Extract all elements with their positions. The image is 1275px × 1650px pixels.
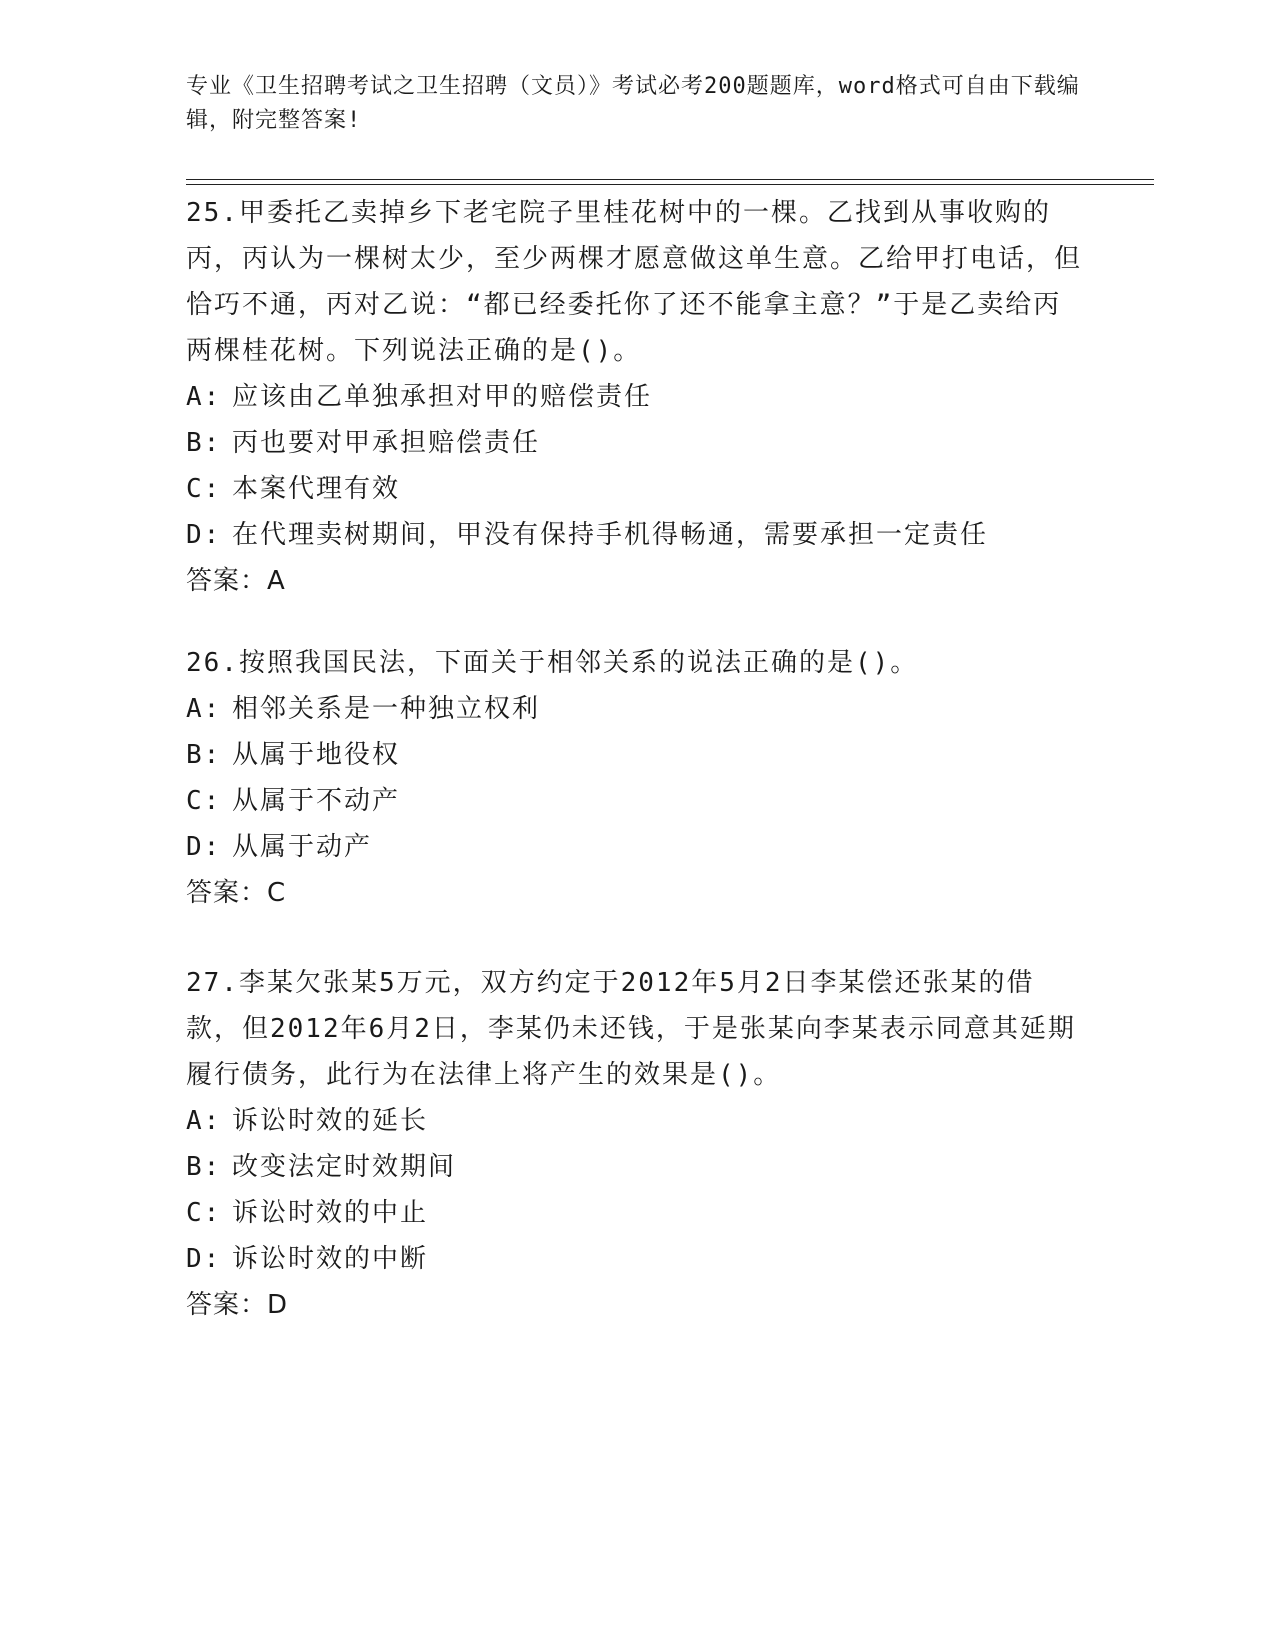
option-d bbox=[186, 824, 1086, 870]
option-c bbox=[186, 1190, 1086, 1236]
option-list bbox=[186, 374, 1086, 558]
option-text: 应该由乙单独承担对甲的赔偿责任 bbox=[232, 382, 653, 412]
header-rule-top bbox=[186, 179, 1154, 180]
option-text: 相邻关系是一种独立权利 bbox=[232, 694, 541, 724]
option-a bbox=[186, 686, 1086, 732]
option-a bbox=[186, 374, 1086, 420]
option-key: A: bbox=[186, 382, 222, 412]
question-stem: 26.按照我国民法，下面关于相邻关系的说法正确的是()。 bbox=[186, 648, 919, 678]
option-text: 丙也要对甲承担赔偿责任 bbox=[232, 428, 541, 458]
question-stem: 27.李某欠张某5万元，双方约定于2012年5月2日李某偿还张某的借款，但2012年6月2日，李某仍未还钱，于是张某向李某表示同意其延期履行债务，此行为在法律上将产生的效果是()。 bbox=[186, 968, 1076, 1090]
header-rule-bottom bbox=[186, 184, 1154, 185]
option-b bbox=[186, 732, 1086, 778]
option-c bbox=[186, 778, 1086, 824]
option-key: B: bbox=[186, 428, 222, 458]
option-key: B: bbox=[186, 1152, 222, 1182]
answer: 答案：A bbox=[186, 566, 286, 596]
option-c bbox=[186, 466, 1086, 512]
option-b bbox=[186, 1144, 1086, 1190]
option-text: 从属于地役权 bbox=[232, 740, 401, 770]
option-key: C: bbox=[186, 1198, 222, 1228]
option-b bbox=[186, 420, 1086, 466]
option-text: 诉讼时效的延长 bbox=[232, 1106, 429, 1136]
question-25 bbox=[186, 190, 1086, 604]
option-key: C: bbox=[186, 786, 222, 816]
page-header: 专业《卫生招聘考试之卫生招聘（文员）》考试必考200题题库，word格式可自由下载编辑，附完整答案! bbox=[186, 74, 1080, 133]
option-list bbox=[186, 686, 1086, 870]
option-text: 本案代理有效 bbox=[232, 474, 401, 504]
option-text: 从属于动产 bbox=[232, 832, 373, 862]
option-text: 诉讼时效的中止 bbox=[232, 1198, 429, 1228]
option-key: A: bbox=[186, 1106, 222, 1136]
option-key: A: bbox=[186, 694, 222, 724]
option-key: C: bbox=[186, 474, 222, 504]
option-list bbox=[186, 1098, 1086, 1282]
answer: 答案：D bbox=[186, 1290, 289, 1320]
option-d bbox=[186, 512, 1086, 558]
option-key: B: bbox=[186, 740, 222, 770]
answer: 答案：C bbox=[186, 878, 287, 908]
option-key: D: bbox=[186, 520, 222, 550]
option-text: 从属于不动产 bbox=[232, 786, 401, 816]
option-key: D: bbox=[186, 832, 222, 862]
question-26 bbox=[186, 640, 1086, 916]
option-d bbox=[186, 1236, 1086, 1282]
question-27 bbox=[186, 960, 1086, 1328]
option-a bbox=[186, 1098, 1086, 1144]
question-stem: 25.甲委托乙卖掉乡下老宅院子里桂花树中的一棵。乙找到从事收购的丙，丙认为一棵树太少，至少两棵才愿意做这单生意。乙给甲打电话，但恰巧不通，丙对乙说：“都已经委托你了还不能拿主意？”于是乙卖给丙两棵桂花树。下列说法正确的是()。 bbox=[186, 198, 1083, 366]
option-text: 在代理卖树期间，甲没有保持手机得畅通，需要承担一定责任 bbox=[232, 520, 989, 550]
option-key: D: bbox=[186, 1244, 222, 1274]
option-text: 改变法定时效期间 bbox=[232, 1152, 457, 1182]
option-text: 诉讼时效的中断 bbox=[232, 1244, 429, 1274]
